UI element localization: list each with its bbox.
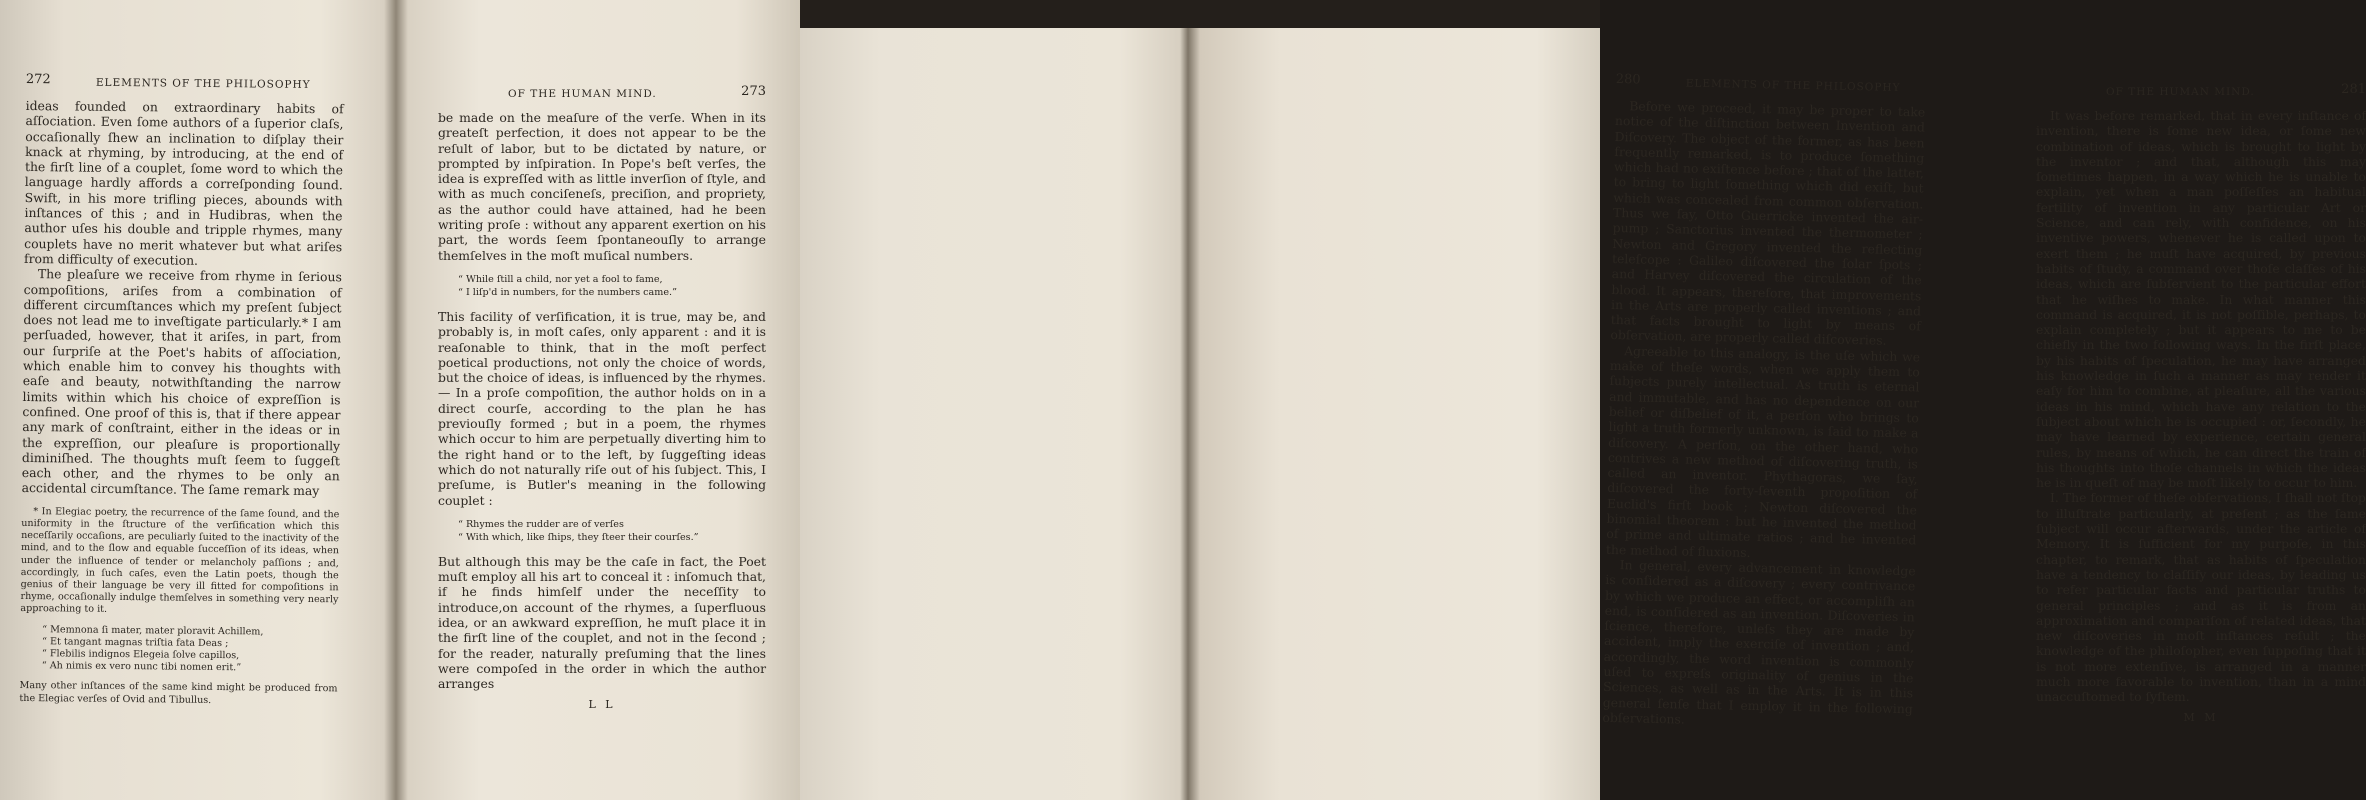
paragraph: I. The former of theſe obſervations, I ſhall not ſtop to illuſtrate particularly, at preſent ; as the ſame ſubject will occur afterwards, under the article of Memory. It is ſufficient for my purpoſe, in this chapter, to remark, that as habits of ſpeculation have a tendency to claſſify our ideas, by leading us to refer particular facts and particular truths to general principles ; and as it is from an approximation and compariſon of related ideas, that new diſcoveries in moſt inſtances reſult ; the knowledge of the philoſopher, even ſuppoſing that it is not more extenſive, is arranged in a manner much more favorable to invention, than in a mind unaccuſtomed to ſyſtem.: [2036, 490, 2366, 705]
butler-quotation: [458, 518, 766, 544]
verse-line: “ Flebilis indignos Elegeia ſolve capillos,: [41, 648, 240, 662]
page-body: [1602, 98, 1925, 732]
latin-quotation: [42, 624, 338, 676]
footnote-text: * In Elegiac poetry, the recurrence of the ſame ſound, and the uniformity in the ſtructure of the verſification which this neceſſarily occaſions, are peculiarly ſuited to the inactivity of the mind, and to the ſlow and equable ſucceſſion of its ideas, when under the influence of tender or melancholy paſſions ; and, accordingly, in ſuch caſes, even the Latin poets, though the genius of their language be very ill fitted for compoſitions in rhyme, occaſionally indulge themſelves in something very nearly approaching to it.: [20, 505, 340, 616]
page-273: [438, 84, 766, 711]
verse-line: “ Et tangant magnas triſtia fata Deas ;: [41, 635, 229, 649]
page-number: 281: [2341, 82, 2366, 97]
pope-quotation: [458, 273, 766, 299]
running-head: OF THE HUMAN MIND.: [2106, 86, 2255, 98]
page-body: [22, 98, 344, 499]
footnote: [19, 506, 339, 708]
page-272: [19, 72, 344, 708]
paragraph: Before we proceed, it may be proper to take notice of the diſtinction between Invention and Diſcovery. The object of the former, as has been frequently remarked, is to produce ſomething which had no exiſtence before ; that of the latter, to bring to light ſomething which did exiſt, but which was concealed from common obſervation. Thus we ſay, Otto Guerricke invented the air-pump ; Sanctorius invented the thermometer ; Newton and Gregory invented the reflecting teleſcope : Galileo diſcovered the ſolar ſpots ; and Harvey diſcovered the circulation of the blood. It appears, therefore, that improvements in the Arts are properly called inventions ; and that facts brought to light by means of obſervation, are properly called diſcoveries.: [1610, 98, 1926, 349]
page-281: [2036, 82, 2366, 724]
page-body: [2036, 108, 2366, 705]
page-number: 272: [25, 72, 51, 88]
verse-line: “ Ah nimis ex vero nunc tibi nomen erit.”: [41, 660, 242, 674]
page-number: 273: [741, 84, 766, 99]
page-body: [438, 110, 766, 692]
book-spread-left: [0, 0, 800, 800]
page-header: [26, 72, 344, 101]
page-280: [1602, 72, 1926, 732]
paragraph: ideas founded on extraordinary habits of aſſociation. Even ſome authors of a ſuperior claſs, occaſionally ſhew an inclination to diſplay their knack at rhyming, by introducing, at the end of the firſt line of a couplet, ſome word to which the language hardly affords a correſponding ſound. Swift, in his more trifling pieces, abounds with inſtances of this ; and in Hudibras, when the author uſes his double and tripple rhymes, many couplets have no merit whatever but what ariſes from difficulty of execution.: [23, 97, 344, 268]
verse-line: “ While ſtill a child, nor yet a fool to fame,: [458, 273, 663, 285]
page-number: 280: [1615, 72, 1641, 88]
paragraph: But although this may be the caſe in fact, the Poet muſt employ all his art to conceal it : inſomuch that, if he finds himſelf under the neceſſity to introduce,on account of the rhymes, a ſuperfluous idea, or an awkward expreſſion, he muſt place it in the firſt line of the couplet, and not in the ſecond ; for the reader, naturally preſuming that the lines were compoſed in the order in which the author arranges: [438, 553, 766, 692]
signature-mark: L L: [588, 697, 616, 711]
verse-line: “ I liſp'd in numbers, for the numbers came.”: [458, 286, 678, 298]
running-head: ELEMENTS OF THE PHILOSOPHY: [95, 76, 311, 91]
paragraph: It was before remarked, that in every inſtance of invention, there is ſome new idea, or ſome new combination of ideas, which is brought to light by the inventor ; and that, although this may ſometimes happen, in a way which he is unable to explain, yet when a man poſſeſſes an habitual fertility of invention in any particular Art or Science, and can rely, with confidence, on his inventive powers, whenever he is called upon to exert them ; he muſt have acquired, by previous habits of ſtudy, a command over thoſe claſſes of his ideas, which are ſubſervient to the particular effort that he wiſhes to make. In what manner this command is acquired, it is not poſſible, perhaps, to explain completely ; but it appears to me to be chiefly in the two following ways. In the firſt place, by his habits of ſpeculation, he may have arranged his knowledge in ſuch a manner as may render it eaſy for him to combine, at pleaſure, all the various ideas in his mind, which have any relation to the ſubject about which he is occupied : or, ſecondly, he may have learned by experience, certain general rules, by means of which, he can direct the train of his thoughts into thoſe channels in which the ideas he is in queſt of may be moſt likely to occur to him.: [2036, 108, 2366, 491]
page-header: [2036, 82, 2366, 108]
running-head: ELEMENTS OF THE PHILOSOPHY: [1685, 77, 1901, 94]
paragraph: Agreeable to this analogy, is the uſe which we make of theſe words, when we apply them to ſubjects purely intellectual. As truth is eternal and immutable, and has no dependence on our belief or diſbelief of it, a perſon who brings to light a truth formerly unknown, is ſaid to make a diſcovery. A perſon, on the other hand, who contrives a new method of diſcovering truth, is called an inventor. Phythagoras, we ſay, diſcovered the forty-ſeventh propoſition of Euclid's firſt book ; Newton diſcovered the binomial theorem : but he invented the method of prime and ultimate ratios ; and he invented the method of fluxions.: [1605, 342, 1921, 560]
verse-line: “ Rhymes the rudder are of verſes: [458, 518, 624, 530]
running-head: OF THE HUMAN MIND.: [508, 88, 657, 100]
book-spread-right: [800, 0, 2366, 800]
footnote-text: Many other inſtances of the same kind might be produced from the Elegiac verſes of Ovid and Tibullus.: [19, 680, 338, 706]
paragraph: This facility of verſification, it is true, may be, and probably is, in moſt caſes, only apparent : and it is reaſonable to think, that in the moſt perfect poetical productions, not only the choice of words, but the choice of ideas, is influenced by the rhymes.— In a proſe compoſition, the author holds on in a direct courſe, according to the plan he has previouſly formed ; but in a poem, the rhymes which occur to him are perpetually diverting him to the right hand or to the left, by ſuggeſting ideas which do not naturally riſe out of his ſubject. This, I preſume, is Butler's meaning in the following couplet :: [438, 308, 766, 508]
page-header: [438, 84, 766, 110]
signature-mark: M M: [2183, 710, 2219, 724]
paragraph: In general, every advancement in knowledge is conſidered as a diſcovery ; every contrivance by which we produce an effect, or accompliſh an end, is conſidered as an invention. Diſcoveries in ſcience, therefore, unleſs they are made by accident, imply the exerciſe of invention ; and, accordingly, the word invention is commonly uſed to expreſs originality of genius in the Sciences, as well as in the Arts. It is in this general ſenſe that I employ it in the following obſervations.: [1602, 557, 1916, 727]
verse-line: “ Memnona ſi mater, mater ploravit Achillem,: [42, 623, 264, 638]
verse-line: “ With which, like ſhips, they ſteer their courſes.”: [458, 531, 699, 543]
paragraph: be made on the meaſure of the verſe. When in its greateſt perfection, it does not appear to be the reſult of labor, but to be dictated by nature, or prompted by inſpiration. In Pope's beſt verſes, the idea is expreſſed with as little inverſion of ſtyle, and with as much conciſeneſs, preciſion, and propriety, as the author could have attained, had he been writing proſe : without any apparent exertion on his part, the words ſeem ſpontaneouſly to arrange themſelves in the moſt muſical numbers.: [438, 110, 766, 263]
paragraph: The pleaſure we receive from rhyme in ſerious compoſitions, ariſes from a combination of different circumſtances which my preſent ſubject does not lead me to inveſtigate particularly.* I am perſuaded, however, that it ariſes, in part, from our ſurpriſe at the Poet's habits of aſſociation, which enable him to convey his thoughts with eaſe and beauty, notwithſtanding the narrow limits within which his choice of expreſſion is confined. One proof of this is, that if there appear any mark of conſtraint, either in the ideas or in the expreſſion, our pleaſure is proportionally diminiſhed. The thoughts muſt ſeem to ſuggeſt each other, and the rhymes to be only an accidental circumſtance. The ſame remark may: [21, 266, 342, 499]
